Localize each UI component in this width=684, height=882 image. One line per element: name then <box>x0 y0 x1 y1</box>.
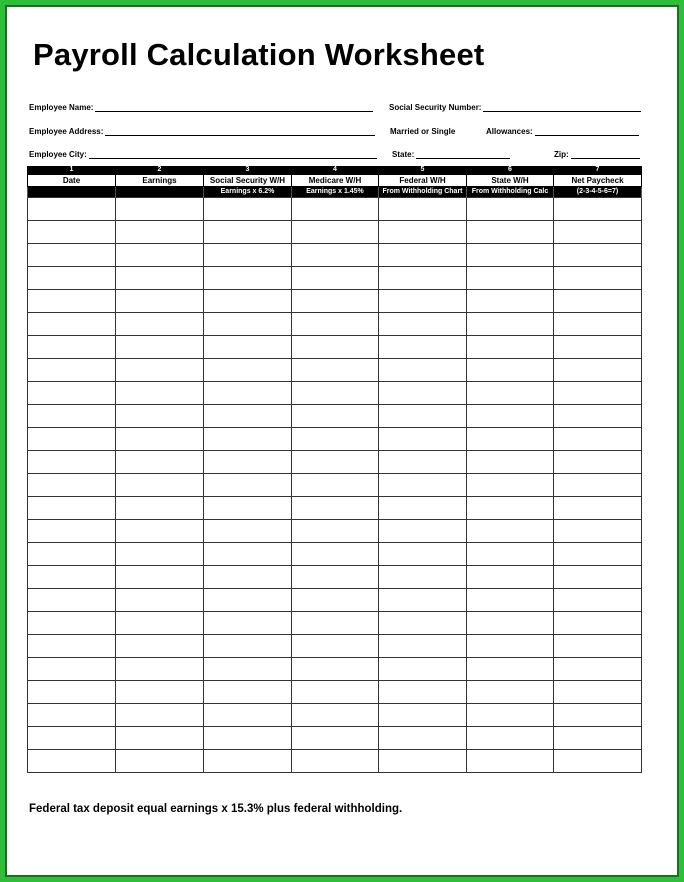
table-cell[interactable] <box>379 382 467 405</box>
column-header-state: State W/H <box>467 175 554 187</box>
employee-address-field[interactable] <box>29 127 375 136</box>
table-cell[interactable] <box>292 267 379 290</box>
table-cell[interactable] <box>204 474 292 497</box>
table-cell[interactable] <box>554 543 642 566</box>
table-row <box>28 336 642 359</box>
column-header-earnings: Earnings <box>116 175 204 187</box>
table-row <box>28 359 642 382</box>
table-cell[interactable] <box>554 198 642 221</box>
employee-city-line[interactable] <box>89 150 377 159</box>
table-row <box>28 635 642 658</box>
table-cell[interactable] <box>379 428 467 451</box>
table-cell[interactable] <box>554 451 642 474</box>
table-cell[interactable] <box>28 313 116 336</box>
table-cell[interactable] <box>292 405 379 428</box>
table-cell[interactable] <box>28 497 116 520</box>
table-cell[interactable] <box>379 313 467 336</box>
table-cell[interactable] <box>116 382 204 405</box>
table-cell[interactable] <box>554 589 642 612</box>
table-cell[interactable] <box>292 428 379 451</box>
employee-city-field[interactable] <box>29 150 377 159</box>
table-cell[interactable] <box>204 428 292 451</box>
table-cell[interactable] <box>116 543 204 566</box>
table-row <box>28 520 642 543</box>
table-cell[interactable] <box>554 727 642 750</box>
column-header-medicare: Medicare W/H <box>292 175 379 187</box>
table-cell[interactable] <box>28 566 116 589</box>
table-cell[interactable] <box>554 704 642 727</box>
table-cell[interactable] <box>467 704 554 727</box>
table-cell[interactable] <box>204 451 292 474</box>
table-cell[interactable] <box>28 405 116 428</box>
column-number: 2 <box>116 166 204 175</box>
table-cell[interactable] <box>204 543 292 566</box>
table-cell[interactable] <box>554 566 642 589</box>
table-cell[interactable] <box>554 336 642 359</box>
table-cell[interactable] <box>28 336 116 359</box>
allowances-label: Allowances: <box>486 127 533 136</box>
table-cell[interactable] <box>292 635 379 658</box>
table-cell[interactable] <box>204 221 292 244</box>
table-cell[interactable] <box>204 198 292 221</box>
column-number: 1 <box>28 166 116 175</box>
table-cell[interactable] <box>28 520 116 543</box>
table-row <box>28 451 642 474</box>
table-cell[interactable] <box>467 290 554 313</box>
column-number: 4 <box>292 166 379 175</box>
table-row <box>28 198 642 221</box>
table-cell[interactable] <box>292 451 379 474</box>
state-line[interactable] <box>416 150 510 159</box>
table-cell[interactable] <box>467 336 554 359</box>
column-formula-row <box>28 187 642 198</box>
column-header-federal: Federal W/H <box>379 175 467 187</box>
column-formula <box>116 187 204 198</box>
table-cell[interactable] <box>116 681 204 704</box>
table-cell[interactable] <box>292 566 379 589</box>
table-cell[interactable] <box>292 681 379 704</box>
table-cell[interactable] <box>292 313 379 336</box>
table-cell[interactable] <box>204 750 292 773</box>
table-cell[interactable] <box>554 244 642 267</box>
table-cell[interactable] <box>204 336 292 359</box>
table-cell[interactable] <box>204 566 292 589</box>
table-cell[interactable] <box>467 359 554 382</box>
table-cell[interactable] <box>292 658 379 681</box>
table-cell[interactable] <box>554 658 642 681</box>
table-cell[interactable] <box>292 589 379 612</box>
table-cell[interactable] <box>28 658 116 681</box>
table-cell[interactable] <box>28 221 116 244</box>
table-row <box>28 497 642 520</box>
table-cell[interactable] <box>379 566 467 589</box>
table-cell[interactable] <box>292 244 379 267</box>
ssn-field[interactable] <box>389 103 641 112</box>
table-cell[interactable] <box>379 681 467 704</box>
table-cell[interactable] <box>467 497 554 520</box>
table-row <box>28 727 642 750</box>
table-cell[interactable] <box>292 474 379 497</box>
employee-city-label: Employee City: <box>29 150 87 159</box>
column-formula: Earnings x 6.2% <box>204 187 292 198</box>
table-cell[interactable] <box>467 635 554 658</box>
table-cell[interactable] <box>116 658 204 681</box>
employee-name-field[interactable] <box>29 103 373 112</box>
table-cell[interactable] <box>554 267 642 290</box>
ssn-label: Social Security Number: <box>389 103 482 112</box>
table-cell[interactable] <box>292 359 379 382</box>
zip-label: Zip: <box>554 150 569 159</box>
table-cell[interactable] <box>116 267 204 290</box>
table-cell[interactable] <box>379 336 467 359</box>
table-cell[interactable] <box>467 727 554 750</box>
table-cell[interactable] <box>379 612 467 635</box>
table-cell[interactable] <box>116 405 204 428</box>
page-title: Payroll Calculation Worksheet <box>33 37 485 72</box>
table-cell[interactable] <box>379 704 467 727</box>
table-cell[interactable] <box>379 267 467 290</box>
table-cell[interactable] <box>467 566 554 589</box>
table-cell[interactable] <box>28 428 116 451</box>
column-formula: From Withholding Calc <box>467 187 554 198</box>
table-cell[interactable] <box>116 704 204 727</box>
table-cell[interactable] <box>554 681 642 704</box>
table-cell[interactable] <box>292 382 379 405</box>
table-row <box>28 313 642 336</box>
table-cell[interactable] <box>379 635 467 658</box>
column-header-row <box>28 175 642 187</box>
column-number-row <box>28 166 642 175</box>
zip-line[interactable] <box>571 150 640 159</box>
allowances-line[interactable] <box>535 127 639 136</box>
column-number: 6 <box>467 166 554 175</box>
zip-field[interactable] <box>554 150 640 159</box>
table-cell[interactable] <box>467 267 554 290</box>
table-cell[interactable] <box>28 681 116 704</box>
table-cell[interactable] <box>379 474 467 497</box>
table-cell[interactable] <box>379 520 467 543</box>
employee-address-label: Employee Address: <box>29 127 104 136</box>
table-cell[interactable] <box>116 612 204 635</box>
page-frame <box>5 5 679 877</box>
table-row <box>28 244 642 267</box>
table-cell[interactable] <box>28 244 116 267</box>
employee-name-label: Employee Name: <box>29 103 94 112</box>
table-cell[interactable] <box>292 497 379 520</box>
allowances-field[interactable] <box>486 127 639 136</box>
table-cell[interactable] <box>467 428 554 451</box>
table-cell[interactable] <box>554 313 642 336</box>
table-cell[interactable] <box>379 244 467 267</box>
table-cell[interactable] <box>554 359 642 382</box>
table-cell[interactable] <box>28 267 116 290</box>
table-row <box>28 543 642 566</box>
table-row <box>28 405 642 428</box>
footer-note: Federal tax deposit equal earnings x 15.3% plus federal withholding. <box>29 803 403 815</box>
table-cell[interactable] <box>554 290 642 313</box>
table-cell[interactable] <box>204 612 292 635</box>
table-cell[interactable] <box>28 198 116 221</box>
table-cell[interactable] <box>116 428 204 451</box>
employee-address-line[interactable] <box>105 127 375 136</box>
column-number: 3 <box>204 166 292 175</box>
table-cell[interactable] <box>554 428 642 451</box>
column-formula: From Withholding Chart <box>379 187 467 198</box>
table-row <box>28 681 642 704</box>
table-cell[interactable] <box>379 451 467 474</box>
table-cell[interactable] <box>379 221 467 244</box>
table-row <box>28 474 642 497</box>
table-row <box>28 566 642 589</box>
table-cell[interactable] <box>379 405 467 428</box>
table-cell[interactable] <box>379 198 467 221</box>
table-cell[interactable] <box>467 589 554 612</box>
table-cell[interactable] <box>116 290 204 313</box>
table-cell[interactable] <box>116 244 204 267</box>
table-row <box>28 382 642 405</box>
table-cell[interactable] <box>204 704 292 727</box>
table-row <box>28 612 642 635</box>
ssn-line[interactable] <box>483 103 641 112</box>
table-row <box>28 290 642 313</box>
table-cell[interactable] <box>467 244 554 267</box>
table-cell[interactable] <box>116 497 204 520</box>
table-cell[interactable] <box>467 313 554 336</box>
column-header-date: Date <box>28 175 116 187</box>
table-cell[interactable] <box>116 474 204 497</box>
table-cell[interactable] <box>204 244 292 267</box>
column-header-social-security: Social Security W/H <box>204 175 292 187</box>
table-cell[interactable] <box>204 589 292 612</box>
state-field[interactable] <box>392 150 510 159</box>
table-row <box>28 428 642 451</box>
table-cell[interactable] <box>116 589 204 612</box>
column-formula <box>28 187 116 198</box>
table-cell[interactable] <box>28 359 116 382</box>
table-cell[interactable] <box>204 727 292 750</box>
table-cell[interactable] <box>204 681 292 704</box>
payroll-table <box>27 166 642 773</box>
table-cell[interactable] <box>467 382 554 405</box>
column-header-net-paycheck: Net Paycheck <box>554 175 642 187</box>
table-cell[interactable] <box>379 727 467 750</box>
table-cell[interactable] <box>379 589 467 612</box>
column-number: 5 <box>379 166 467 175</box>
table-cell[interactable] <box>116 198 204 221</box>
table-cell[interactable] <box>28 589 116 612</box>
table-cell[interactable] <box>292 336 379 359</box>
table-cell[interactable] <box>379 658 467 681</box>
table-cell[interactable] <box>467 750 554 773</box>
table-cell[interactable] <box>116 727 204 750</box>
married-or-single-label: Married or Single <box>390 127 456 136</box>
table-cell[interactable] <box>554 612 642 635</box>
table-cell[interactable] <box>379 359 467 382</box>
state-label: State: <box>392 150 415 159</box>
table-cell[interactable] <box>467 658 554 681</box>
table-cell[interactable] <box>467 474 554 497</box>
column-number: 7 <box>554 166 642 175</box>
table-cell[interactable] <box>467 198 554 221</box>
table-cell[interactable] <box>379 750 467 773</box>
table-cell[interactable] <box>28 290 116 313</box>
employee-name-line[interactable] <box>95 103 373 112</box>
table-row <box>28 221 642 244</box>
table-cell[interactable] <box>28 451 116 474</box>
table-cell[interactable] <box>116 336 204 359</box>
table-cell[interactable] <box>554 497 642 520</box>
table-cell[interactable] <box>116 750 204 773</box>
table-cell[interactable] <box>28 474 116 497</box>
table-cell[interactable] <box>292 750 379 773</box>
column-formula: (2-3-4-5-6=7) <box>554 187 642 198</box>
table-cell[interactable] <box>28 382 116 405</box>
table-cell[interactable] <box>379 497 467 520</box>
table-cell[interactable] <box>292 520 379 543</box>
table-cell[interactable] <box>116 566 204 589</box>
table-cell[interactable] <box>116 451 204 474</box>
table-cell[interactable] <box>204 658 292 681</box>
table-cell[interactable] <box>204 267 292 290</box>
table-cell[interactable] <box>116 313 204 336</box>
table-cell[interactable] <box>292 290 379 313</box>
table-cell[interactable] <box>467 612 554 635</box>
table-cell[interactable] <box>204 405 292 428</box>
table-cell[interactable] <box>292 612 379 635</box>
table-cell[interactable] <box>467 221 554 244</box>
table-cell[interactable] <box>292 727 379 750</box>
table-cell[interactable] <box>28 750 116 773</box>
table-cell[interactable] <box>467 681 554 704</box>
table-cell[interactable] <box>28 543 116 566</box>
table-cell[interactable] <box>467 451 554 474</box>
table-row <box>28 589 642 612</box>
table-cell[interactable] <box>28 704 116 727</box>
table-row <box>28 750 642 773</box>
table-cell[interactable] <box>28 612 116 635</box>
table-cell[interactable] <box>204 359 292 382</box>
table-cell[interactable] <box>28 635 116 658</box>
table-cell[interactable] <box>116 520 204 543</box>
table-cell[interactable] <box>554 405 642 428</box>
table-cell[interactable] <box>554 474 642 497</box>
table-cell[interactable] <box>554 635 642 658</box>
table-cell[interactable] <box>204 497 292 520</box>
table-cell[interactable] <box>554 520 642 543</box>
table-cell[interactable] <box>204 635 292 658</box>
table-cell[interactable] <box>28 727 116 750</box>
table-cell[interactable] <box>554 750 642 773</box>
table-cell[interactable] <box>379 290 467 313</box>
table-row <box>28 658 642 681</box>
column-formula: Earnings x 1.45% <box>292 187 379 198</box>
table-cell[interactable] <box>292 704 379 727</box>
table-cell[interactable] <box>204 382 292 405</box>
table-cell[interactable] <box>292 543 379 566</box>
table-cell[interactable] <box>116 359 204 382</box>
table-cell[interactable] <box>116 635 204 658</box>
table-cell[interactable] <box>116 221 204 244</box>
table-cell[interactable] <box>292 198 379 221</box>
table-cell[interactable] <box>379 543 467 566</box>
table-row <box>28 267 642 290</box>
table-cell[interactable] <box>467 520 554 543</box>
table-cell[interactable] <box>467 405 554 428</box>
table-cell[interactable] <box>554 382 642 405</box>
table-cell[interactable] <box>467 543 554 566</box>
table-row <box>28 704 642 727</box>
table-cell[interactable] <box>204 290 292 313</box>
table-cell[interactable] <box>204 313 292 336</box>
worksheet-page <box>7 7 677 875</box>
table-cell[interactable] <box>554 221 642 244</box>
table-cell[interactable] <box>292 221 379 244</box>
table-cell[interactable] <box>204 520 292 543</box>
